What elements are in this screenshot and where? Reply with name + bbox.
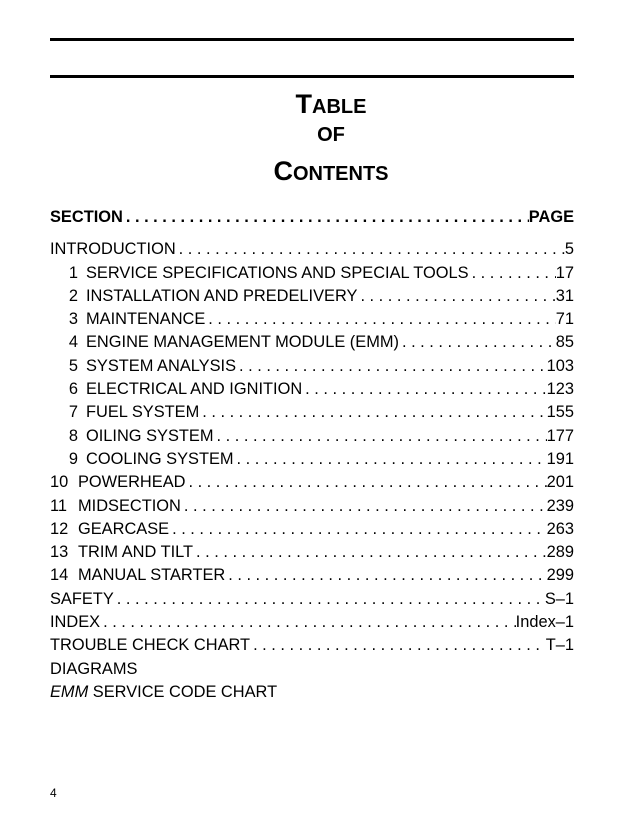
dot-leader — [176, 240, 565, 259]
toc-entry-13[interactable]: 13 TRIM AND TILT . . . 289 — [50, 543, 574, 566]
page-number: 4 — [50, 786, 57, 800]
toc-header — [50, 208, 574, 231]
dot-leader — [205, 310, 555, 329]
toc-entry-introduction[interactable]: INTRODUCTION . . . 5 — [50, 240, 574, 263]
toc-entry-11[interactable]: 11 MIDSECTION . . . 239 — [50, 497, 574, 520]
toc-entry-9[interactable]: 9 COOLING SYSTEM . . . 191 — [50, 450, 574, 473]
dot-leader — [199, 403, 546, 422]
toc-entry-14[interactable]: 14 MANUAL STARTER . . . 299 — [50, 566, 574, 589]
toc-entry-diagrams[interactable]: DIAGRAMS — [50, 659, 138, 678]
dot-leader — [114, 590, 545, 609]
dot-leader — [236, 357, 547, 376]
toc-header-section: SECTION — [50, 208, 123, 226]
dot-leader — [225, 566, 546, 585]
toc-entry-10[interactable]: 10 POWERHEAD . . . 201 — [50, 473, 574, 496]
top-rule — [50, 38, 574, 41]
toc-entry-7[interactable]: 7 FUEL SYSTEM . . . 155 — [50, 403, 574, 426]
dot-leader — [250, 636, 546, 655]
title-line-contents: CONTENTS — [273, 156, 389, 186]
toc-entry-4[interactable]: 4 ENGINE MANAGEMENT MODULE (EMM) . . . 85 — [50, 333, 574, 356]
dot-leader — [469, 264, 556, 283]
toc-entry-12[interactable]: 12 GEARCASE . . . 263 — [50, 520, 574, 543]
dot-leader — [399, 333, 556, 352]
dot-leader — [181, 497, 547, 516]
toc-entry-6[interactable]: 6 ELECTRICAL AND IGNITION . . . 123 — [50, 380, 574, 403]
table-of-contents — [50, 208, 574, 706]
second-rule — [50, 75, 574, 78]
dot-leader — [185, 473, 546, 492]
toc-entry-2[interactable]: 2 INSTALLATION AND PREDELIVERY . . . 31 — [50, 287, 574, 310]
title-line-of: OF — [317, 124, 345, 146]
dot-leader — [234, 450, 547, 469]
title-line-table: TABLE — [295, 89, 367, 119]
toc-entry-safety[interactable]: SAFETY . . . S–1 — [50, 590, 574, 613]
dot-leader — [123, 208, 529, 227]
toc-entry-5[interactable]: 5 SYSTEM ANALYSIS . . . 103 — [50, 357, 574, 380]
dot-leader — [302, 380, 546, 399]
dot-leader — [357, 287, 555, 306]
dot-leader — [214, 427, 547, 446]
toc-entry-emm-service-code-chart[interactable]: EMM SERVICE CODE CHART — [50, 682, 278, 701]
toc-entry-3[interactable]: 3 MAINTENANCE . . . 71 — [50, 310, 574, 333]
toc-header-page: PAGE — [528, 208, 574, 226]
dot-leader — [169, 520, 547, 539]
dot-leader — [193, 543, 547, 562]
toc-entry-8[interactable]: 8 OILING SYSTEM . . . 177 — [50, 427, 574, 450]
toc-entry-index[interactable]: INDEX . . . Index–1 — [50, 613, 574, 636]
toc-entry-trouble-check-chart[interactable]: TROUBLE CHECK CHART . . . T–1 — [50, 636, 574, 659]
toc-entry-1[interactable]: 1 SERVICE SPECIFICATIONS AND SPECIAL TOOLS . . . 17 — [50, 264, 574, 287]
dot-leader — [100, 613, 516, 632]
